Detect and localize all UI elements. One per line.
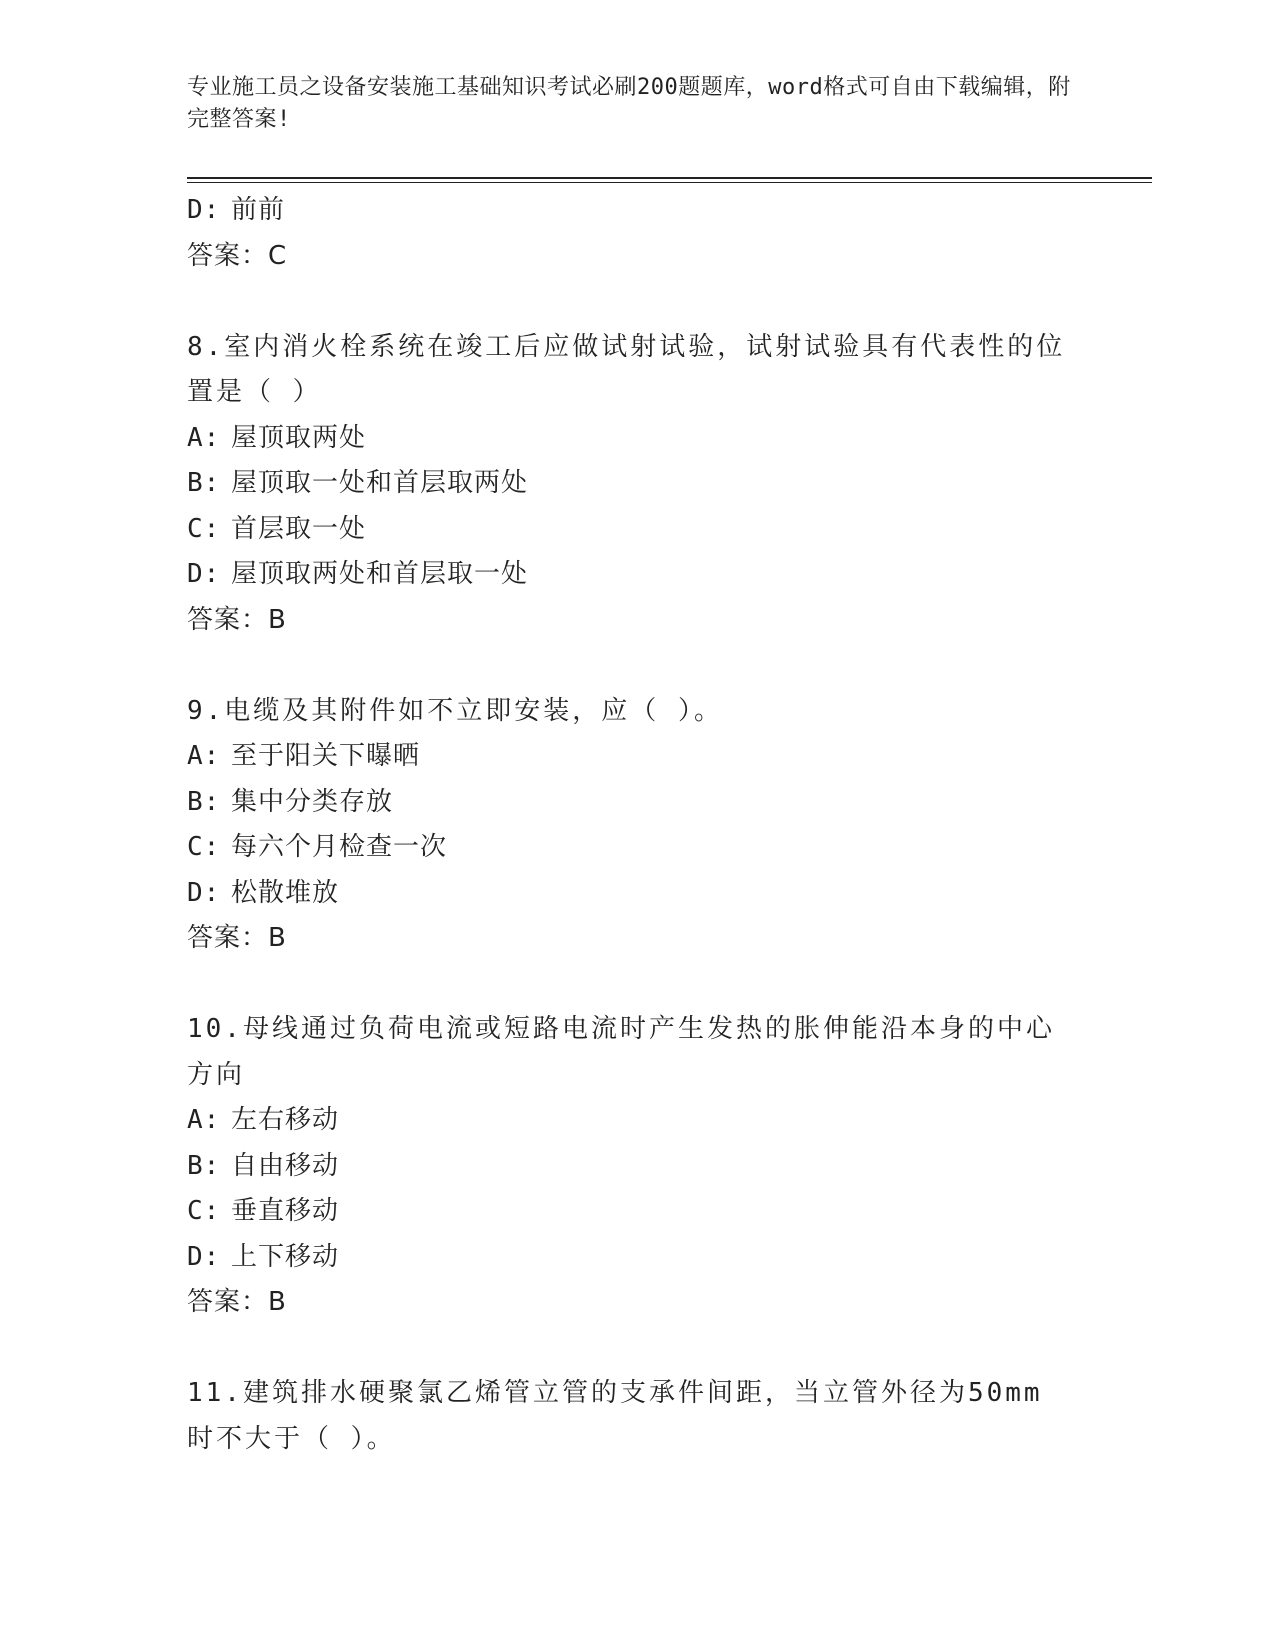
option-text: 自由移动 [231, 1150, 340, 1181]
option-text: 左右移动 [231, 1105, 340, 1135]
option-b [187, 1144, 1087, 1190]
option-d [187, 552, 1087, 598]
option-b [187, 461, 1087, 507]
option-label: C: [187, 832, 221, 862]
question-stem: 9.电缆及其附件如不立即安装，应（ ）。 [187, 695, 723, 726]
option-text: 屋顶取两处和首层取一处 [231, 559, 529, 589]
option-text: 集中分类存放 [231, 786, 394, 817]
option-label: A: [187, 741, 221, 771]
spacer [187, 643, 1087, 689]
spacer [187, 279, 1087, 325]
answer-line: 答案：B [187, 1287, 287, 1317]
option-d [187, 871, 1087, 917]
option-label: D: [187, 877, 221, 908]
option-label: D: [187, 1241, 221, 1272]
option-label: B: [187, 1150, 221, 1181]
answer-line: 答案：B [187, 604, 287, 635]
answer-line: 答案：C [187, 240, 288, 271]
option-label: D: [187, 559, 221, 589]
option-a [187, 416, 1087, 462]
option-label: A: [187, 422, 221, 453]
option-label: A: [187, 1105, 221, 1135]
spacer [187, 962, 1087, 1008]
option-label: C: [187, 1196, 221, 1226]
question-content [187, 188, 1087, 1462]
option-text: 屋顶取一处和首层取两处 [231, 468, 529, 498]
question-stem: 11.建筑排水硬聚氯乙烯管立管的支承件间距，当立管外径为50mm时不大于（ ）。 [187, 1378, 1043, 1454]
option-label: C: [187, 513, 221, 544]
option-text: 松散堆放 [231, 877, 340, 908]
option-label: D: [187, 195, 221, 225]
option-c [187, 1189, 1087, 1235]
option-text: 至于阳关下曝晒 [231, 741, 421, 771]
option-a [187, 1098, 1087, 1144]
option-b [187, 780, 1087, 826]
spacer [187, 1326, 1087, 1372]
header-divider-thick [187, 177, 1152, 179]
option-text: 屋顶取两处 [231, 422, 367, 453]
page-header-title: 专业施工员之设备安装施工基础知识考试必刷200题题库，word格式可自由下载编辑，附完整答案! [187, 75, 1071, 132]
option-text: 前前 [231, 195, 286, 225]
option-d [187, 188, 1087, 234]
answer-line: 答案：B [187, 923, 287, 953]
header-divider-thin [187, 182, 1152, 183]
option-label: B: [187, 468, 221, 498]
option-d [187, 1235, 1087, 1281]
option-c [187, 507, 1087, 553]
question-stem: 10.母线通过负荷电流或短路电流时产生发热的胀伸能沿本身的中心方向 [187, 1014, 1055, 1090]
option-text: 上下移动 [231, 1241, 340, 1272]
option-text: 垂直移动 [231, 1196, 340, 1226]
option-c [187, 825, 1087, 871]
option-text: 首层取一处 [231, 513, 367, 544]
option-label: B: [187, 786, 221, 817]
option-a [187, 734, 1087, 780]
question-stem: 8.室内消火栓系统在竣工后应做试射试验，试射试验具有代表性的位置是（ ） [187, 331, 1066, 407]
option-text: 每六个月检查一次 [231, 832, 448, 862]
